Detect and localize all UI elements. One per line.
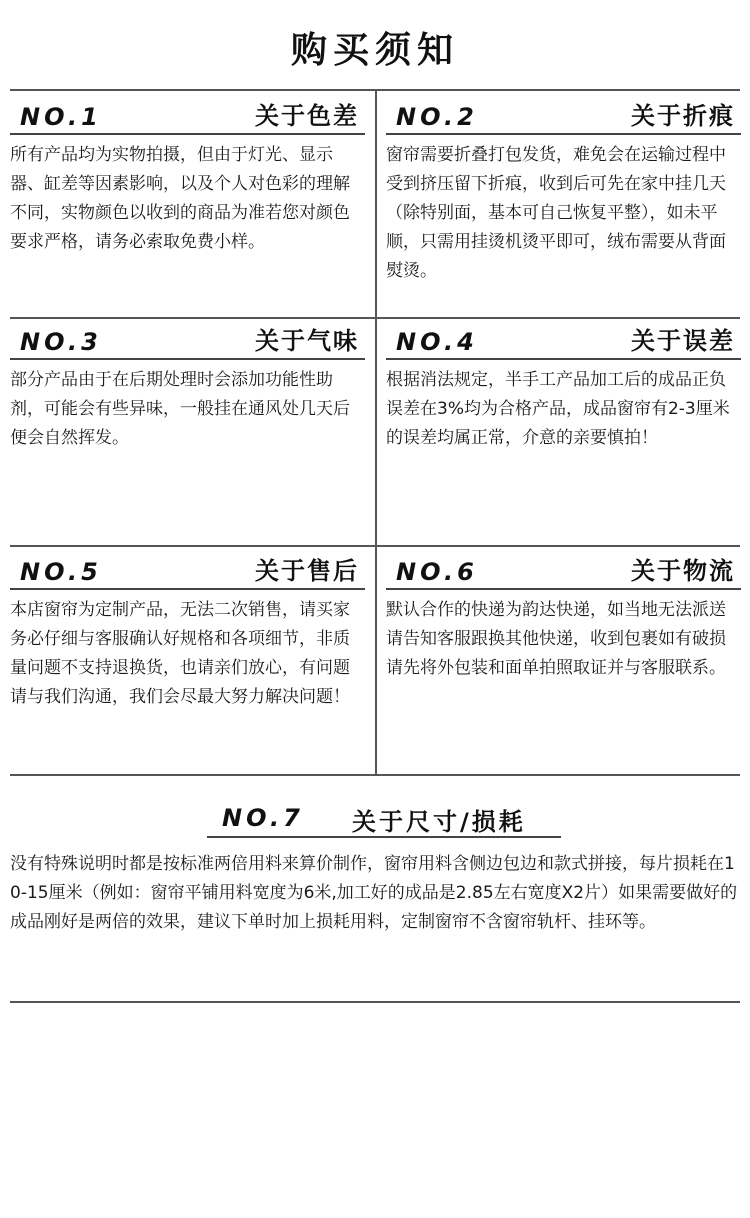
- section-header: [386, 97, 741, 135]
- page-title: 购买须知: [290, 30, 459, 71]
- section-number: NO.1: [20, 103, 102, 131]
- header-underline: [386, 133, 741, 135]
- section-no4: [386, 322, 741, 532]
- section-no7-header: [0, 796, 750, 846]
- section-header: [386, 552, 741, 590]
- section-title: 关于色差: [255, 102, 359, 130]
- section-number: NO.7: [222, 804, 304, 832]
- section-title: 关于售后: [255, 557, 359, 585]
- header-underline: [10, 133, 365, 135]
- section-title: 关于折痕: [631, 102, 735, 130]
- section-no5: [10, 552, 365, 764]
- section-text: 窗帘需要折叠打包发货，难免会在运输过程中受到挤压留下折痕，收到后可先在家中挂几天（除特别面，基本可自己恢复平整），如未平顺，只需用挂烫机烫平即可，绒布需要从背面熨烫。: [386, 145, 726, 281]
- section-header: [10, 97, 365, 135]
- section-text: 根据消法规定，半手工产品加工后的成品正负误差在3%均为合格产品，成品窗帘有2-3厘米的误差均属正常，介意的亲要慎拍！: [386, 370, 730, 448]
- header-underline: [386, 358, 741, 360]
- header-underline: [10, 588, 365, 590]
- section-number: NO.2: [396, 103, 478, 131]
- section-title: 关于尺寸/损耗: [352, 808, 526, 836]
- section-text: 本店窗帘为定制产品，无法二次销售，请买家务必仔细与客服确认好规格和各项细节，非质量问题不支持退换货，也请亲们放心，有问题请与我们沟通，我们会尽最大努力解决问题！: [10, 600, 350, 707]
- section-text: 默认合作的快递为韵达快递，如当地无法派送请告知客服跟换其他快递，收到包裹如有破损请先将外包装和面单拍照取证并与客服联系。: [386, 600, 726, 678]
- header-underline: [386, 588, 741, 590]
- section-number: NO.5: [20, 558, 102, 586]
- section-title: 关于误差: [631, 327, 735, 355]
- section-no6: [386, 552, 741, 764]
- section-no1: [10, 97, 365, 307]
- divider-vertical: [375, 89, 377, 776]
- header-underline: [10, 358, 365, 360]
- section-title: 关于物流: [631, 557, 735, 585]
- section-text: 所有产品均为实物拍摄，但由于灯光、显示器、缸差等因素影响，以及个人对色彩的理解不同，实物颜色以收到的商品为准若您对颜色要求严格，请务必索取免费小样。: [10, 145, 350, 252]
- section-number: NO.3: [20, 328, 102, 356]
- section-number: NO.4: [396, 328, 478, 356]
- section-header: [10, 322, 365, 360]
- section-header: [10, 552, 365, 590]
- section-no2: [386, 97, 741, 307]
- section-no3: [10, 322, 365, 532]
- divider-bottom: [10, 1001, 740, 1003]
- section-text: 部分产品由于在后期处理时会添加功能性助剂，可能会有些异味，一般挂在通风处几天后便会自然挥发。: [10, 370, 350, 448]
- header-underline: [207, 836, 561, 838]
- section-title: 关于气味: [255, 327, 359, 355]
- section-no7-text: 没有特殊说明时都是按标准两倍用料来算价制作，窗帘用料含侧边包边和款式拼接，每片损耗在10-15厘米（例如：窗帘平铺用料宽度为6米,加工好的成品是2.85左右宽度X2片）如果需要做好的成品刚好是两倍的效果，建议下单时加上损耗用料，定制窗帘不含窗帘轨杆、挂环等。: [10, 854, 738, 932]
- section-number: NO.6: [396, 558, 478, 586]
- section-header: [386, 322, 741, 360]
